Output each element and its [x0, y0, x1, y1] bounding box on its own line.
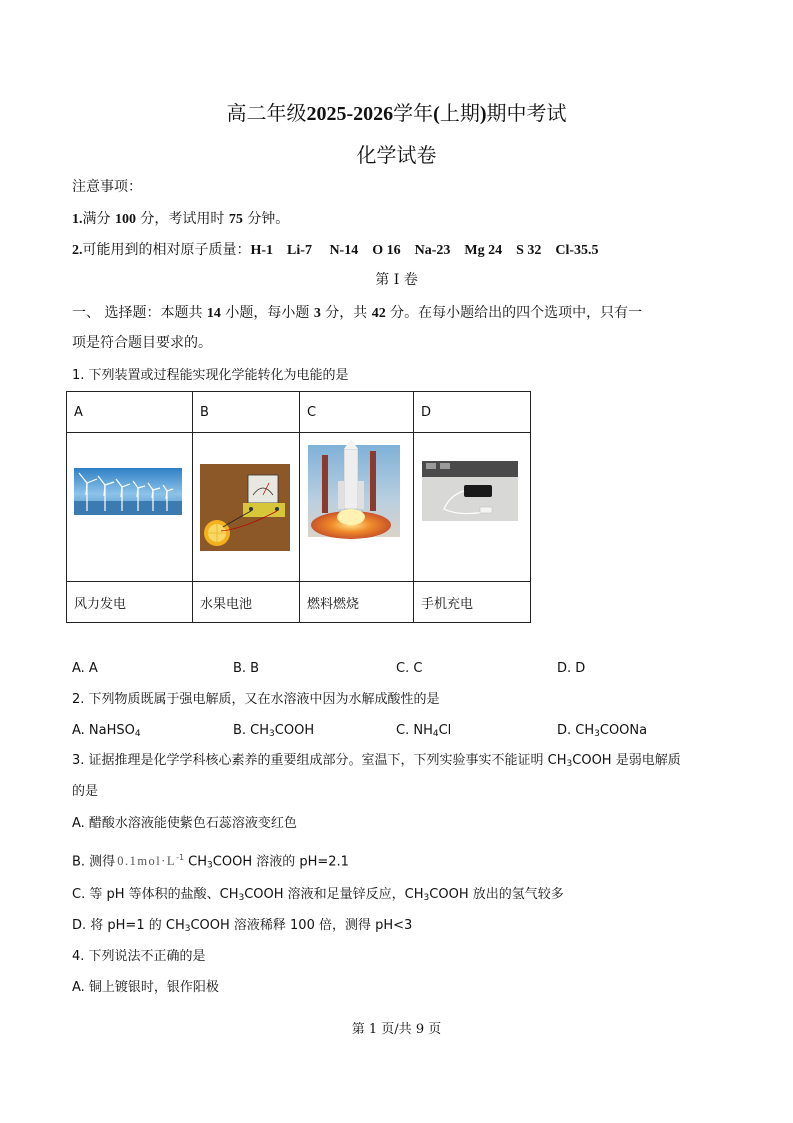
q2-option-b-rest: COOH — [274, 723, 315, 738]
q3-option-b-text-a: B. 测得 — [72, 854, 116, 870]
wind-turbine-image — [67, 433, 192, 581]
q2-option-a[interactable] — [72, 722, 141, 743]
q3-stem-a: 3. 证据推理是化学学科核心素养的重要组成部分。室温下，下列实验事实不能证明 CH — [72, 753, 567, 768]
q2-stem: 2. 下列物质既属于强电解质，又在水溶液中因为水解成酸性的是 — [72, 692, 440, 707]
q4-stem: 4. 下列说法不正确的是 — [72, 949, 206, 964]
notice-item-1 — [72, 209, 289, 230]
q1-cell-image-d — [414, 433, 531, 582]
notice-item-2-label: 可能用到的相对原子质量： — [82, 242, 251, 258]
fruit-battery-image — [193, 433, 299, 581]
q3-option-c-text-c: COOH 放出的氢气较多 — [429, 887, 564, 902]
q3-option-b-exponent: -1 — [176, 853, 185, 862]
q3-stem-b: COOH 是弱电解质 — [572, 753, 681, 768]
q2-option-d-sub: 3 — [594, 729, 600, 739]
exam-title — [0, 97, 793, 126]
notice-item-1-text-c: 分钟。 — [247, 211, 290, 227]
q3-option-c-text-a: C. 等 pH 等体积的盐酸、CH — [72, 887, 239, 902]
notice-time: 75 — [228, 212, 243, 227]
q3-option-d[interactable] — [72, 917, 412, 938]
q3-option-c-sub-2: 3 — [423, 893, 430, 903]
q1-header-b: B — [193, 392, 300, 433]
q1-option-a[interactable]: A. A — [72, 661, 98, 676]
q3-stem-sub: 3 — [566, 759, 573, 769]
q1-option-b[interactable]: B. B — [233, 661, 260, 676]
q1-option-c[interactable]: C. C — [396, 661, 423, 676]
q1-label-c: 燃料燃烧 — [300, 582, 414, 623]
q3-option-b-sub: 3 — [207, 860, 213, 871]
q2-option-c-rest: Cl — [438, 723, 452, 738]
q2-option-d[interactable] — [557, 722, 647, 743]
q3-option-c[interactable] — [72, 886, 564, 907]
q3-option-d-text-b: COOH 溶液稀释 100 倍，测得 pH<3 — [190, 918, 413, 933]
q1-header-d: D — [414, 392, 531, 433]
section-1-text-d: 分。在每小题给出的四个选项中，只有一 — [390, 305, 643, 321]
page-footer: 第 1 页/共 9 页 — [351, 1022, 442, 1037]
q4-option-a[interactable]: A. 铜上镀银时，银作阳极 — [72, 980, 219, 995]
notice-heading: 注意事项： — [72, 179, 142, 195]
q2-option-a-text: A. NaHSO — [72, 723, 135, 738]
notice-score: 100 — [114, 212, 136, 227]
title-year-suffix: 学年 — [393, 101, 434, 125]
q1-option-d[interactable]: D. D — [557, 661, 586, 676]
section-1-intro-line-2: 项是符合题目要求的。 — [72, 335, 212, 351]
q3-option-a[interactable]: A. 醋酸水溶液能使紫色石蕊溶液变红色 — [72, 816, 297, 831]
q3-option-b[interactable] — [72, 849, 349, 874]
notice-item-2 — [72, 240, 599, 261]
q1-options-table — [66, 391, 531, 623]
atomic-masses: H-1 Li-7 N-14 O 16 Na-23 Mg 24 S 32 Cl-35.5 — [250, 243, 599, 258]
notice-item-2-num: 2. — [72, 243, 83, 258]
q3-option-b-text-c: COOH 溶液的 pH=2.1 — [212, 854, 349, 870]
q2-option-c-sub: 4 — [432, 729, 439, 739]
q2-option-a-sub: 4 — [134, 729, 141, 739]
title-year: 2025-2026 — [306, 103, 394, 125]
q2-option-d-rest: COONa — [599, 723, 648, 738]
q3-stem-line-2: 的是 — [72, 784, 99, 799]
section-1-text-a: 一、 选择题：本题共 — [72, 305, 203, 321]
exam-subtitle: 化学试卷 — [356, 143, 437, 167]
q1-stem: 1. 下列装置或过程能实现化学能转化为电能的是 — [72, 368, 349, 383]
q3-option-b-concentration: 0.1mol·L — [117, 854, 177, 869]
q2-option-c-text: C. NH — [396, 723, 433, 738]
section-1-text-b: 小题，每小题 — [225, 305, 310, 321]
q3-option-d-sub: 3 — [184, 924, 191, 934]
title-paren-open: ( — [433, 103, 440, 125]
q1-cell-image-a — [67, 433, 193, 582]
q1-cell-image-b — [193, 433, 300, 582]
phone-charging-image — [414, 433, 530, 581]
q1-label-d: 手机充电 — [414, 582, 531, 623]
rocket-launch-image — [300, 433, 413, 581]
q1-header-c: C — [300, 392, 414, 433]
q3-stem — [72, 752, 681, 773]
q2-option-b[interactable] — [233, 722, 314, 743]
q3-option-c-text-b: COOH 溶液和足量锌反应，CH — [244, 887, 424, 902]
q1-cell-image-c — [300, 433, 414, 582]
q3-option-d-text-a: D. 将 pH=1 的 CH — [72, 918, 185, 933]
section-1-per: 3 — [313, 306, 321, 321]
q1-label-b: 水果电池 — [193, 582, 300, 623]
notice-item-1-text-b: 分，考试用时 — [140, 211, 225, 227]
title-grade: 高二年级 — [226, 101, 307, 125]
q1-label-a: 风力发电 — [67, 582, 193, 623]
notice-item-1-num: 1. — [72, 212, 83, 227]
q3-option-b-text-b: CH — [184, 854, 208, 870]
section-1-intro — [72, 303, 642, 324]
volume-label: 第 I 卷 — [375, 272, 418, 288]
q1-header-a: A — [67, 392, 193, 433]
q2-option-d-text: D. CH — [557, 723, 595, 738]
section-1-text-c: 分，共 — [325, 305, 368, 321]
title-paren-close: ) — [479, 103, 487, 125]
section-1-total: 42 — [371, 306, 386, 321]
q2-option-b-text: B. CH — [233, 723, 270, 738]
q2-option-c[interactable] — [396, 722, 451, 743]
title-exam: 期中考试 — [486, 101, 567, 125]
title-term: 上期 — [439, 101, 480, 125]
section-1-count: 14 — [206, 306, 221, 321]
notice-item-1-text-a: 满分 — [82, 211, 111, 227]
q3-option-c-sub: 3 — [238, 893, 245, 903]
q2-option-b-sub: 3 — [269, 729, 275, 739]
